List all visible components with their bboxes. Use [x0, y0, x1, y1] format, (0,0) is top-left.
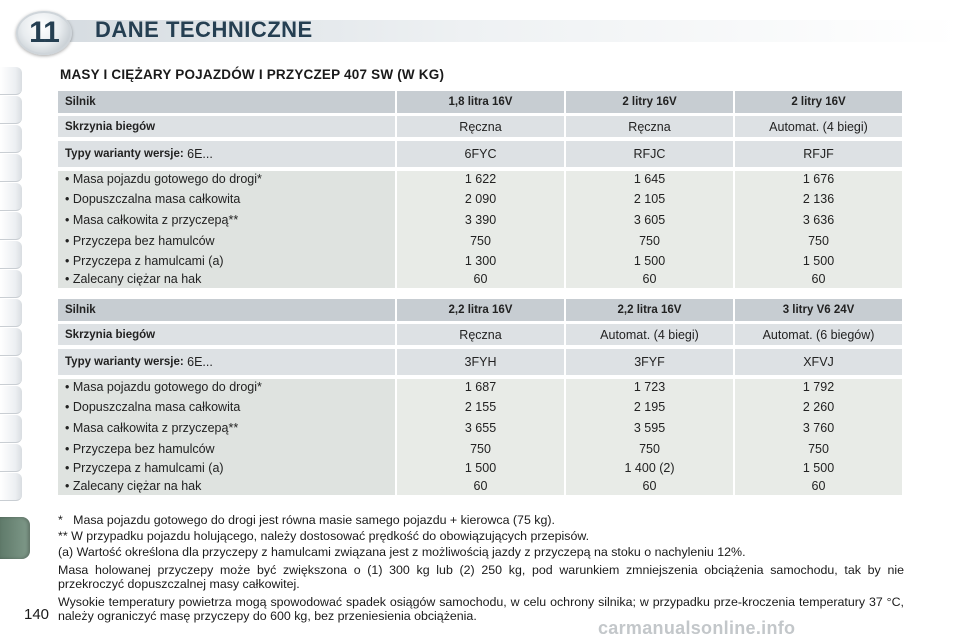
chapter-number-badge: 11 [16, 11, 72, 55]
value-cell: 3 655 [464, 421, 497, 435]
engine-col-3: 2 litry 16V [733, 91, 902, 113]
engine-label: Silnik [58, 299, 395, 321]
value-cell: 3 760 [802, 421, 835, 435]
label-gross-mass: • Dopuszczalna masa całkowita [65, 400, 241, 414]
value-cell: 2 260 [802, 400, 835, 414]
value-cell: 1 723 [633, 380, 666, 394]
values-column-1 [395, 379, 564, 495]
values-column-2 [564, 379, 733, 495]
gearbox-row [58, 324, 903, 345]
strip-segment [0, 241, 22, 269]
strip-segment [0, 328, 22, 356]
engine-col-3: 3 litry V6 24V [733, 299, 902, 321]
variant-col-2: RFJC [564, 141, 733, 167]
strip-segment [0, 96, 22, 124]
variants-row [58, 349, 903, 375]
note-high-temperature: Wysokie temperatury powietrza mogą spowodować spadek osiągów samochodu, w celu ochrony silnika; w przypadku prze-kroczenia temperatury 37 °C, należy ograniczyć masę przyczepy do 600 kg, bez przeniesienia obciążenia. [58, 595, 904, 623]
variant-col-1: 3FYH [395, 349, 564, 375]
value-cell: 1 500 [802, 254, 835, 268]
engine-row [58, 91, 903, 113]
engine-col-1: 2,2 litra 16V [395, 299, 564, 321]
value-cell: 750 [470, 234, 491, 248]
gearbox-col-3: Automat. (6 biegów) [733, 324, 902, 345]
page-title: DANE TECHNICZNE [95, 17, 313, 42]
gearbox-label: Skrzynia biegów [58, 116, 395, 137]
value-cell: 750 [808, 234, 829, 248]
label-kerb-mass: • Masa pojazdu gotowego do drogi* [65, 380, 262, 394]
variant-col-3: XFVJ [733, 349, 902, 375]
gearbox-col-1: Ręczna [395, 324, 564, 345]
value-cell: 1 645 [633, 172, 666, 186]
value-cell: 750 [470, 442, 491, 456]
variants-label: Typy warianty wersje: [65, 356, 184, 368]
label-braked-trailer: • Przyczepa z hamulcami (a) [65, 461, 224, 475]
gearbox-label: Skrzynia biegów [58, 324, 395, 345]
variant-col-3: RFJF [733, 141, 902, 167]
value-cell: 1 400 (2) [624, 461, 675, 475]
engine-label: Silnik [58, 91, 395, 113]
variant-col-2: 3FYF [564, 349, 733, 375]
value-cell: 1 500 [464, 461, 497, 475]
value-cell: 2 105 [633, 192, 666, 206]
value-cell: 1 500 [633, 254, 666, 268]
value-cell: 60 [642, 272, 657, 286]
gearbox-col-3: Automat. (4 biegi) [733, 116, 902, 137]
note-trailer-increase: Masa holowanej przyczepy może być zwiększona o (1) 300 kg lub (2) 250 kg, pod warunkiem zmniejszenia obciążenia samochodu, tak by nie przekroczyć dopuszczalnej masy całkowitej. [58, 563, 904, 591]
mass-values-block [58, 171, 903, 288]
value-cell: 60 [642, 479, 657, 493]
strip-segment [0, 270, 22, 298]
strip-segment [0, 357, 22, 385]
variants-row [58, 141, 903, 167]
value-cell: 750 [639, 234, 660, 248]
value-cell: 2 136 [802, 192, 835, 206]
engine-row [58, 299, 903, 321]
strip-segment [0, 473, 22, 501]
value-cell: 1 500 [802, 461, 835, 475]
gearbox-col-1: Ręczna [395, 116, 564, 137]
label-train-mass: • Masa całkowita z przyczepą** [65, 213, 239, 227]
label-nose-weight: • Zalecany ciężar na hak [65, 272, 202, 286]
strip-segment [0, 444, 22, 472]
engine-col-1: 1,8 litra 16V [395, 91, 564, 113]
strip-segment [0, 415, 22, 443]
footnote-towing-speed: ** W przypadku pojazdu holującego, należy dostosować prędkość do obowiązujących przepisów. [58, 529, 590, 543]
label-gross-mass: • Dopuszczalna masa całkowita [65, 192, 241, 206]
label-kerb-mass: • Masa pojazdu gotowego do drogi* [65, 172, 262, 186]
values-column-2 [564, 171, 733, 288]
value-cell: 1 622 [464, 172, 497, 186]
section-title: MASY I CIĘŻARY POJAZDÓW I PRZYCZEP 407 SW (W KG) [60, 67, 445, 82]
value-cell: 2 155 [464, 400, 497, 414]
value-cell: 60 [811, 272, 826, 286]
gearbox-row [58, 116, 903, 137]
mass-labels-column [58, 379, 395, 495]
variant-col-1: 6FYC [395, 141, 564, 167]
value-cell: 1 300 [464, 254, 497, 268]
footnote-braked-trailer: (a) Wartość określona dla przyczepy z hamulcami związana jest z możliwością jazdy z przyczepą na stoku o nachyleniu 12%. [58, 545, 746, 559]
strip-segment [0, 386, 22, 414]
page-number: 140 [24, 606, 50, 623]
variants-suffix: 6E... [183, 355, 213, 369]
value-cell: 750 [639, 442, 660, 456]
value-cell: 1 792 [802, 380, 835, 394]
footnote-kerb-mass: * Masa pojazdu gotowego do drogi jest równa masie samego pojazdu + kierowca (75 kg). [58, 513, 555, 527]
label-unbraked-trailer: • Przyczepa bez hamulców [65, 234, 215, 248]
values-column-1 [395, 171, 564, 288]
label-nose-weight: • Zalecany ciężar na hak [65, 479, 202, 493]
label-train-mass: • Masa całkowita z przyczepą** [65, 421, 239, 435]
value-cell: 60 [811, 479, 826, 493]
value-cell: 3 636 [802, 213, 835, 227]
value-cell: 2 195 [633, 400, 666, 414]
variants-label: Typy warianty wersje: [65, 148, 184, 160]
value-cell: 2 090 [464, 192, 497, 206]
gearbox-col-2: Automat. (4 biegi) [564, 324, 733, 345]
gearbox-col-2: Ręczna [564, 116, 733, 137]
values-column-3 [733, 171, 902, 288]
engine-col-2: 2 litry 16V [564, 91, 733, 113]
value-cell: 60 [473, 479, 488, 493]
engine-col-2: 2,2 litra 16V [564, 299, 733, 321]
value-cell: 1 687 [464, 380, 497, 394]
left-tab-strip [0, 0, 22, 640]
chapter-tab-marker [0, 517, 30, 559]
mass-labels-column [58, 171, 395, 288]
strip-segment [0, 183, 22, 211]
strip-segment [0, 67, 22, 95]
variants-label-cell [58, 349, 395, 375]
variants-suffix: 6E... [183, 147, 213, 161]
value-cell: 3 595 [633, 421, 666, 435]
value-cell: 1 676 [802, 172, 835, 186]
value-cell: 3 605 [633, 213, 666, 227]
strip-segment [0, 299, 22, 327]
value-cell: 750 [808, 442, 829, 456]
strip-segment [0, 125, 22, 153]
strip-segment [0, 212, 22, 240]
label-unbraked-trailer: • Przyczepa bez hamulców [65, 442, 215, 456]
values-column-3 [733, 379, 902, 495]
watermark: carmanualsonline.info [598, 618, 796, 638]
label-braked-trailer: • Przyczepa z hamulcami (a) [65, 254, 224, 268]
footnotes [58, 513, 904, 627]
value-cell: 60 [473, 272, 488, 286]
page-header [0, 0, 960, 60]
variants-label-cell [58, 141, 395, 167]
value-cell: 3 390 [464, 213, 497, 227]
strip-segment [0, 154, 22, 182]
mass-values-block [58, 379, 903, 495]
